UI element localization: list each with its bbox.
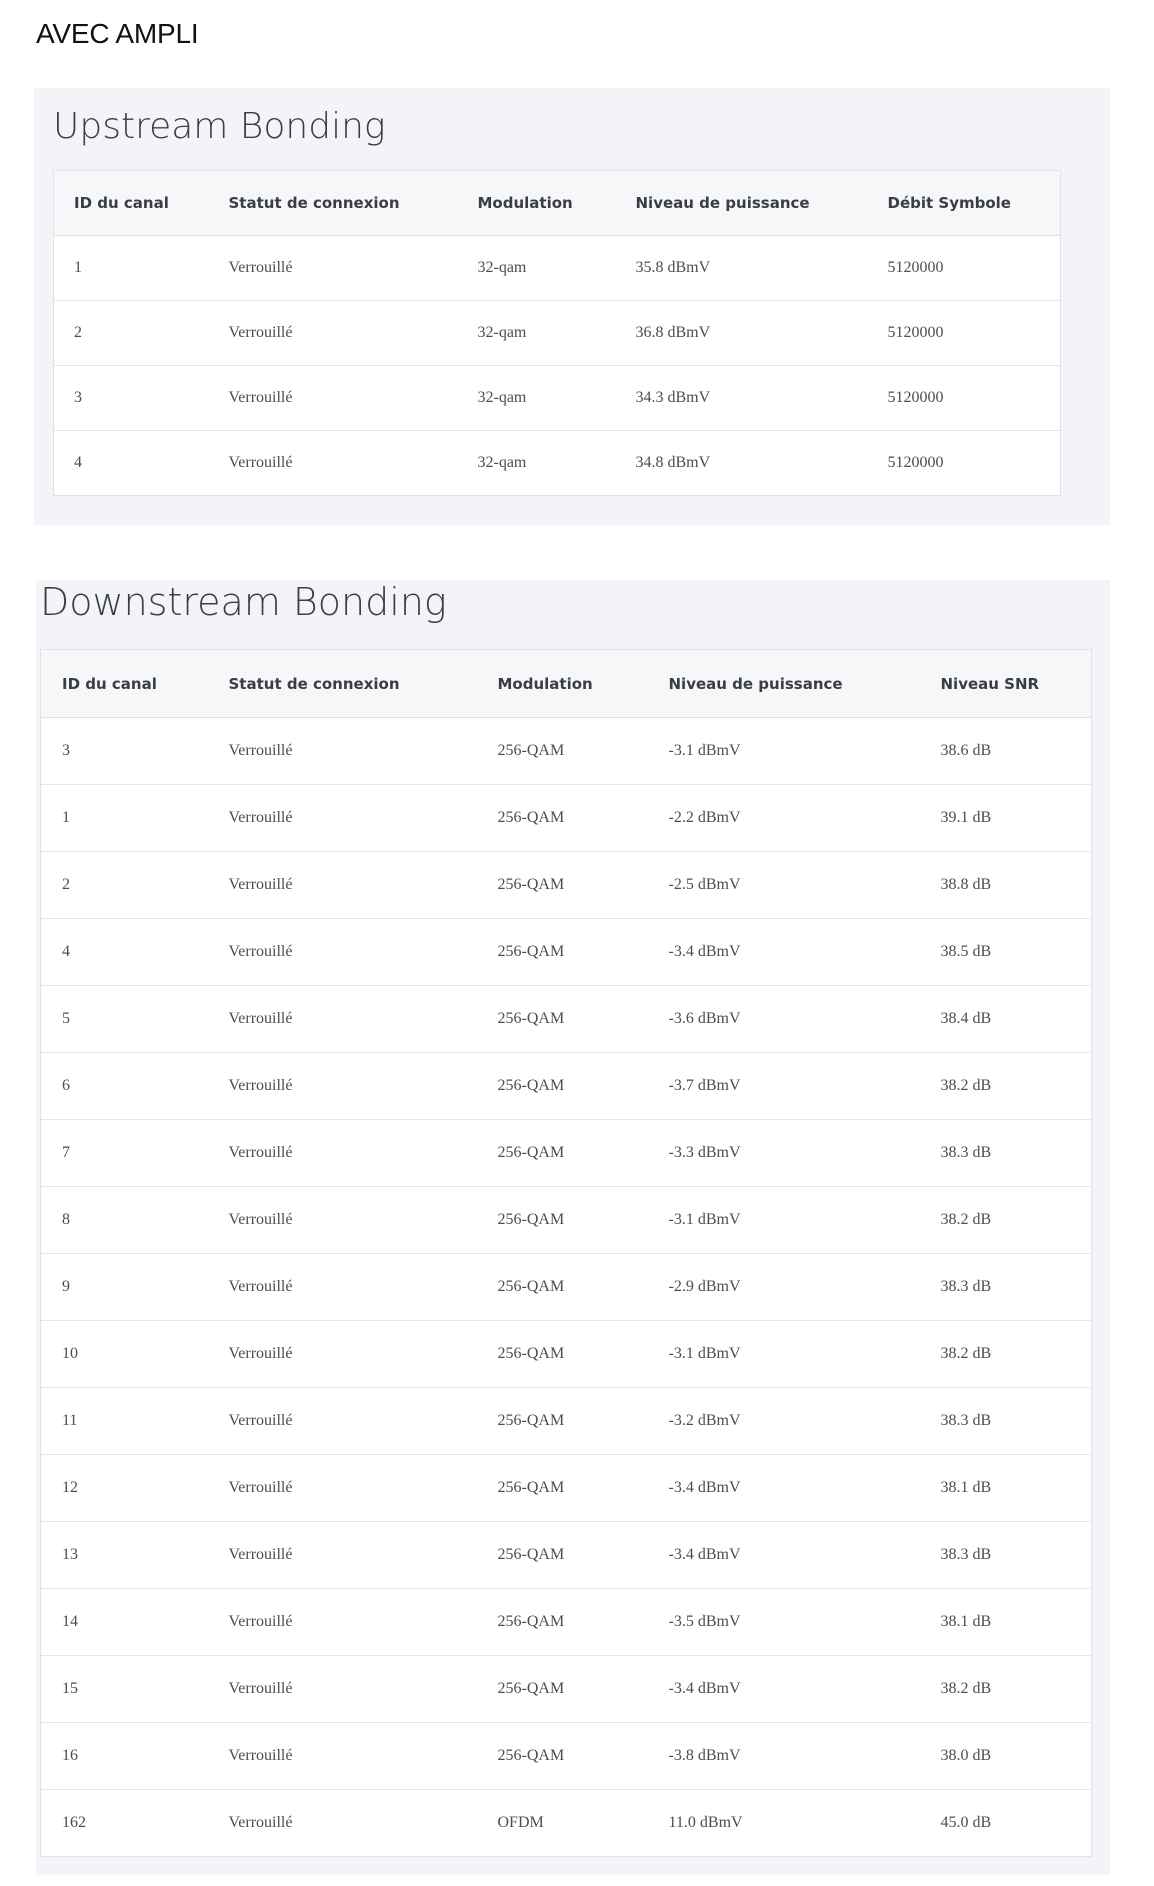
power-level-cell: -2.5 dBmV bbox=[648, 852, 920, 919]
modulation-cell: 256-QAM bbox=[477, 1053, 648, 1120]
snr-level-cell: 38.2 dB bbox=[920, 1187, 1092, 1254]
snr-level-cell: 38.3 dB bbox=[920, 1388, 1092, 1455]
modulation-cell: 256-QAM bbox=[477, 852, 648, 919]
connection-status-cell: Verrouillé bbox=[208, 1254, 477, 1321]
column-header-connection-status: Statut de connexion bbox=[209, 171, 458, 236]
column-header-channel-id: ID du canal bbox=[54, 171, 209, 236]
modulation-cell: 256-QAM bbox=[477, 1321, 648, 1388]
power-level-cell: -3.6 dBmV bbox=[648, 986, 920, 1053]
power-level-cell: -3.2 dBmV bbox=[648, 1388, 920, 1455]
modulation-cell: 256-QAM bbox=[477, 1589, 648, 1656]
power-level-cell: -3.5 dBmV bbox=[648, 1589, 920, 1656]
upstream-table-body bbox=[54, 236, 1061, 496]
channel-id-cell: 162 bbox=[62, 1814, 86, 1831]
connection-status-cell: Verrouillé bbox=[209, 236, 458, 301]
connection-status-cell: Verrouillé bbox=[208, 1187, 477, 1254]
table-row bbox=[41, 718, 1092, 785]
downstream-table-body bbox=[41, 718, 1092, 1857]
connection-status-cell: Verrouillé bbox=[208, 919, 477, 986]
connection-status-cell: Verrouillé bbox=[208, 1522, 477, 1589]
snr-level-cell: 38.3 dB bbox=[920, 1522, 1092, 1589]
connection-status-cell: Verrouillé bbox=[208, 1053, 477, 1120]
modulation-cell: 32-qam bbox=[458, 236, 616, 301]
table-row bbox=[41, 986, 1092, 1053]
modulation-cell: 256-QAM bbox=[477, 1388, 648, 1455]
snr-level-cell: 38.1 dB bbox=[920, 1455, 1092, 1522]
power-level-cell: -3.4 dBmV bbox=[648, 1455, 920, 1522]
table-row bbox=[41, 852, 1092, 919]
snr-level-cell: 38.8 dB bbox=[920, 852, 1092, 919]
column-header-channel-id: ID du canal bbox=[41, 650, 208, 718]
channel-id-cell: 10 bbox=[41, 1321, 208, 1388]
modulation-cell: 256-QAM bbox=[477, 785, 648, 852]
modulation-cell: 256-QAM bbox=[477, 1656, 648, 1723]
modulation-cell: 256-QAM bbox=[477, 1187, 648, 1254]
snr-level-cell: 38.5 dB bbox=[920, 919, 1092, 986]
symbol-rate-cell: 5120000 bbox=[868, 301, 1061, 366]
channel-id-cell: 1 bbox=[54, 236, 209, 301]
symbol-rate-cell: 5120000 bbox=[868, 366, 1061, 431]
channel-id-cell: 13 bbox=[41, 1522, 208, 1589]
upstream-bonding-title: Upstream Bonding bbox=[53, 106, 386, 147]
downstream-header-row bbox=[41, 650, 1092, 718]
power-level-cell: -2.9 dBmV bbox=[648, 1254, 920, 1321]
modulation-cell: 32-qam bbox=[458, 366, 616, 431]
connection-status-cell: Verrouillé bbox=[208, 852, 477, 919]
connection-status-cell: Verrouillé bbox=[208, 785, 477, 852]
table-row bbox=[41, 1522, 1092, 1589]
connection-status-cell: Verrouillé bbox=[208, 718, 477, 785]
column-header-power-level: Niveau de puissance bbox=[648, 650, 920, 718]
upstream-header-row bbox=[54, 171, 1061, 236]
channel-id-cell: 11 bbox=[41, 1388, 208, 1455]
snr-level-cell: 45.0 dB bbox=[940, 1814, 992, 1831]
channel-id-cell: 2 bbox=[54, 301, 209, 366]
snr-level-cell: 39.1 dB bbox=[920, 785, 1092, 852]
connection-status-cell: Verrouillé bbox=[228, 454, 293, 471]
table-row bbox=[41, 1187, 1092, 1254]
power-level-cell: 34.8 dBmV bbox=[635, 454, 711, 471]
modulation-cell: 256-QAM bbox=[477, 1723, 648, 1790]
channel-id-cell: 16 bbox=[41, 1723, 208, 1790]
power-level-cell: 34.3 dBmV bbox=[616, 366, 868, 431]
table-row bbox=[41, 1723, 1092, 1790]
channel-id-cell: 3 bbox=[41, 718, 208, 785]
power-level-cell: -3.8 dBmV bbox=[648, 1723, 920, 1790]
channel-id-cell: 8 bbox=[41, 1187, 208, 1254]
table-row bbox=[41, 1254, 1092, 1321]
channel-id-cell: 9 bbox=[41, 1254, 208, 1321]
modulation-cell: OFDM bbox=[497, 1814, 544, 1831]
table-row bbox=[41, 1656, 1092, 1723]
snr-level-cell: 38.1 dB bbox=[920, 1589, 1092, 1656]
table-row bbox=[41, 1388, 1092, 1455]
channel-id-cell: 4 bbox=[41, 919, 208, 986]
power-level-cell: -3.7 dBmV bbox=[648, 1053, 920, 1120]
connection-status-cell: Verrouillé bbox=[208, 1120, 477, 1187]
channel-id-cell: 15 bbox=[41, 1656, 208, 1723]
upstream-bonding-panel bbox=[34, 88, 1110, 525]
connection-status-cell: Verrouillé bbox=[208, 1388, 477, 1455]
connection-status-cell: Verrouillé bbox=[208, 1321, 477, 1388]
channel-id-cell: 7 bbox=[41, 1120, 208, 1187]
channel-id-cell: 5 bbox=[41, 986, 208, 1053]
upstream-table bbox=[53, 170, 1061, 496]
channel-id-cell: 3 bbox=[54, 366, 209, 431]
downstream-table bbox=[40, 649, 1092, 1857]
table-row bbox=[41, 1053, 1092, 1120]
modulation-cell: 256-QAM bbox=[477, 986, 648, 1053]
power-level-cell: -3.4 dBmV bbox=[648, 919, 920, 986]
power-level-cell: 11.0 dBmV bbox=[668, 1814, 743, 1831]
table-row bbox=[41, 1120, 1092, 1187]
table-row bbox=[54, 236, 1061, 301]
snr-level-cell: 38.3 dB bbox=[920, 1120, 1092, 1187]
table-row bbox=[41, 785, 1092, 852]
connection-status-cell: Verrouillé bbox=[228, 1814, 293, 1831]
symbol-rate-cell: 5120000 bbox=[887, 454, 944, 471]
channel-id-cell: 6 bbox=[41, 1053, 208, 1120]
modulation-cell: 32-qam bbox=[477, 454, 527, 471]
column-header-modulation: Modulation bbox=[477, 650, 648, 718]
channel-id-cell: 2 bbox=[41, 852, 208, 919]
connection-status-cell: Verrouillé bbox=[208, 986, 477, 1053]
downstream-bonding-title: Downstream Bonding bbox=[40, 580, 447, 624]
column-header-modulation: Modulation bbox=[458, 171, 616, 236]
snr-level-cell: 38.2 dB bbox=[920, 1053, 1092, 1120]
connection-status-cell: Verrouillé bbox=[208, 1589, 477, 1656]
modulation-cell: 256-QAM bbox=[477, 1522, 648, 1589]
connection-status-cell: Verrouillé bbox=[209, 301, 458, 366]
channel-id-cell: 14 bbox=[41, 1589, 208, 1656]
snr-level-cell: 38.6 dB bbox=[920, 718, 1092, 785]
column-header-symbol-rate: Débit Symbole bbox=[868, 171, 1061, 236]
connection-status-cell: Verrouillé bbox=[208, 1656, 477, 1723]
table-row bbox=[54, 366, 1061, 431]
power-level-cell: -2.2 dBmV bbox=[648, 785, 920, 852]
power-level-cell: -3.1 dBmV bbox=[648, 1321, 920, 1388]
snr-level-cell: 38.2 dB bbox=[920, 1656, 1092, 1723]
connection-status-cell: Verrouillé bbox=[208, 1723, 477, 1790]
power-level-cell: -3.4 dBmV bbox=[648, 1656, 920, 1723]
table-row bbox=[54, 301, 1061, 366]
table-row bbox=[41, 919, 1092, 986]
power-level-cell: 36.8 dBmV bbox=[616, 301, 868, 366]
downstream-bonding-panel bbox=[36, 580, 1110, 1875]
channel-id-cell: 1 bbox=[41, 785, 208, 852]
column-header-power-level: Niveau de puissance bbox=[616, 171, 868, 236]
snr-level-cell: 38.3 dB bbox=[920, 1254, 1092, 1321]
column-header-snr-level: Niveau SNR bbox=[920, 650, 1092, 718]
power-level-cell: 35.8 dBmV bbox=[616, 236, 868, 301]
table-row bbox=[41, 1321, 1092, 1388]
page-heading: AVEC AMPLI bbox=[36, 18, 199, 49]
channel-id-cell: 4 bbox=[74, 454, 82, 471]
power-level-cell: -3.4 dBmV bbox=[648, 1522, 920, 1589]
table-row bbox=[41, 1589, 1092, 1656]
table-row bbox=[41, 1455, 1092, 1522]
modulation-cell: 256-QAM bbox=[477, 919, 648, 986]
connection-status-cell: Verrouillé bbox=[209, 366, 458, 431]
snr-level-cell: 38.2 dB bbox=[920, 1321, 1092, 1388]
snr-level-cell: 38.4 dB bbox=[920, 986, 1092, 1053]
modulation-cell: 256-QAM bbox=[477, 1455, 648, 1522]
table-row bbox=[41, 1790, 1092, 1857]
table-row bbox=[54, 431, 1061, 496]
snr-level-cell: 38.0 dB bbox=[920, 1723, 1092, 1790]
connection-status-cell: Verrouillé bbox=[208, 1455, 477, 1522]
symbol-rate-cell: 5120000 bbox=[868, 236, 1061, 301]
power-level-cell: -3.1 dBmV bbox=[648, 1187, 920, 1254]
modulation-cell: 256-QAM bbox=[477, 1120, 648, 1187]
power-level-cell: -3.1 dBmV bbox=[648, 718, 920, 785]
column-header-connection-status: Statut de connexion bbox=[208, 650, 477, 718]
modulation-cell: 256-QAM bbox=[477, 1254, 648, 1321]
power-level-cell: -3.3 dBmV bbox=[648, 1120, 920, 1187]
modulation-cell: 32-qam bbox=[458, 301, 616, 366]
modulation-cell: 256-QAM bbox=[477, 718, 648, 785]
channel-id-cell: 12 bbox=[41, 1455, 208, 1522]
